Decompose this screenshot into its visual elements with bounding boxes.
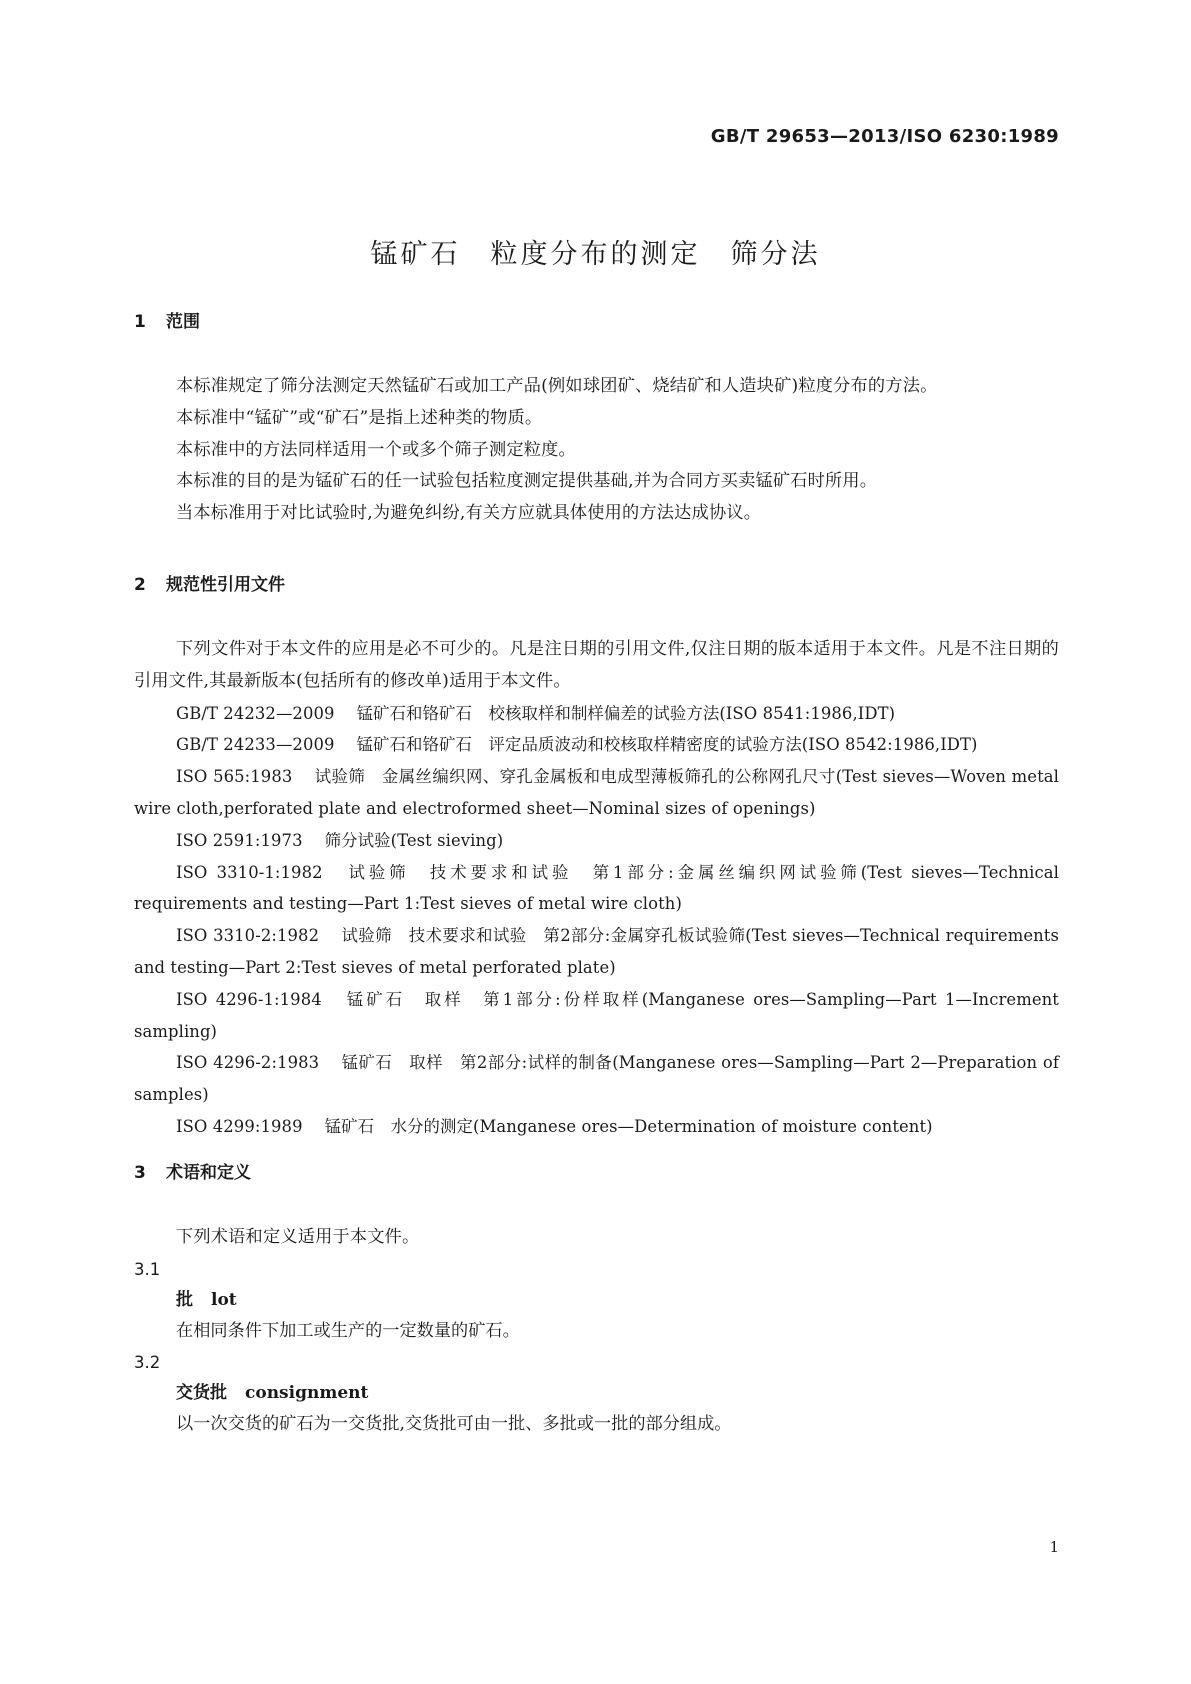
paragraph: 本标准规定了筛分法测定天然锰矿石或加工产品(例如球团矿、烧结矿和人造块矿)粒度分布的方法。	[176, 376, 938, 396]
term-definition: 以一次交货的矿石为一交货批,交货批可由一批、多批或一批的部分组成。	[176, 1413, 732, 1434]
reference-title: 锰矿石和铬矿石 校核取样和制样偏差的试验方法(ISO 8541:1986,IDT)	[356, 703, 896, 723]
term-zh: 交货批	[176, 1382, 227, 1403]
reference-entry	[134, 698, 1059, 730]
paragraph: 当本标准用于对比试验时,为避免纠纷,有关方应就具体使用的方法达成协议。	[176, 503, 762, 524]
section-terms-definitions	[134, 1158, 1059, 1440]
term-entry	[134, 1285, 1059, 1316]
section-title: 范围	[166, 312, 200, 332]
paragraph: 下列文件对于本文件的应用是必不可少的。凡是注日期的引用文件,仅注日期的版本适用于本文件。凡是不注日期的引用文件,其最新版本(包括所有的修改单)适用于本文件。	[134, 639, 1059, 691]
term-zh: 批	[176, 1289, 193, 1310]
section-title: 规范性引用文件	[166, 575, 285, 595]
reference-title: 试验筛 技术要求和试验 第1部分:金属丝编织网试验筛(Test sieves—Technical requirements and testing—Part 1:Test sieves of metal wire cloth)	[134, 862, 1059, 914]
reference-title: 试验筛 技术要求和试验 第2部分:金属穿孔板试验筛(Test sieves—Technical requirements and testing—Part 2:Test sieves of metal perforated plate)	[134, 926, 1060, 977]
section-number: 2	[134, 575, 146, 595]
section-number: 1	[134, 312, 146, 332]
reference-entry	[134, 1111, 1059, 1143]
term-en: consignment	[245, 1382, 369, 1403]
paragraph: 本标准中的方法同样适用一个或多个筛子测定粒度。	[176, 439, 576, 460]
reference-code: ISO 3310-2:1982	[176, 926, 320, 946]
page-number: 1	[1049, 1538, 1059, 1556]
reference-title: 试验筛 金属丝编织网、穿孔金属板和电成型薄板筛孔的公称网孔尺寸(Test sieves—Woven metal wire cloth,perforated plate and electroformed sheet—Nominal sizes of openings)	[134, 767, 1059, 818]
section-number: 3	[134, 1163, 146, 1183]
clause-number: 3.2	[134, 1352, 161, 1372]
reference-entry	[134, 857, 1059, 921]
reference-code: ISO 4296-1:1984	[176, 989, 322, 1009]
reference-code: GB/T 24233—2009	[176, 735, 335, 755]
reference-title: 锰矿石 取样 第2部分:试样的制备(Manganese ores—Sampling—Part 2—Preparation of samples)	[134, 1053, 1059, 1105]
clause-number: 3.1	[134, 1259, 161, 1279]
reference-code: GB/T 24232—2009	[176, 703, 335, 723]
reference-entry	[134, 729, 1059, 761]
reference-code: ISO 3310-1:1982	[176, 862, 323, 882]
reference-entry	[134, 984, 1059, 1048]
reference-code: ISO 4299:1989	[176, 1116, 303, 1136]
reference-entry	[134, 825, 1059, 857]
reference-entry	[134, 1047, 1059, 1111]
term-en: lot	[211, 1289, 237, 1310]
reference-title: 锰矿石 取样 第1部分:份样取样(Manganese ores—Sampling—Part 1—Increment sampling)	[134, 989, 1059, 1041]
reference-title: 锰矿石 水分的测定(Manganese ores—Determination of moisture content)	[324, 1116, 933, 1136]
section-normative-references	[134, 570, 1059, 1143]
document-title: 锰矿石 粒度分布的测定 筛分法	[370, 239, 821, 270]
section-heading	[134, 1158, 1059, 1188]
term-definition: 在相同条件下加工或生产的一定数量的矿石。	[176, 1320, 520, 1341]
reference-code: ISO 4296-2:1983	[176, 1053, 320, 1073]
term-entry	[134, 1378, 1059, 1409]
section-heading	[134, 307, 1059, 337]
reference-code: ISO 565:1983	[176, 767, 293, 787]
standard-code: GB/T 29653—2013/ISO 6230:1989	[710, 126, 1059, 147]
reference-title: 锰矿石和铬矿石 评定品质波动和校核取样精密度的试验方法(ISO 8542:1986,IDT)	[356, 735, 978, 755]
section-heading	[134, 570, 1059, 600]
reference-entry	[134, 920, 1059, 984]
paragraph: 本标准中“锰矿”或“矿石”是指上述种类的物质。	[176, 407, 543, 428]
section-scope	[134, 307, 1059, 530]
reference-code: ISO 2591:1973	[176, 830, 303, 850]
section-title: 术语和定义	[166, 1163, 251, 1183]
reference-entry	[134, 761, 1059, 825]
paragraph: 本标准的目的是为锰矿石的任一试验包括粒度测定提供基础,并为合同方买卖锰矿石时所用。	[176, 471, 878, 492]
reference-title: 筛分试验(Test sieving)	[324, 830, 504, 850]
paragraph: 下列术语和定义适用于本文件。	[176, 1227, 420, 1247]
